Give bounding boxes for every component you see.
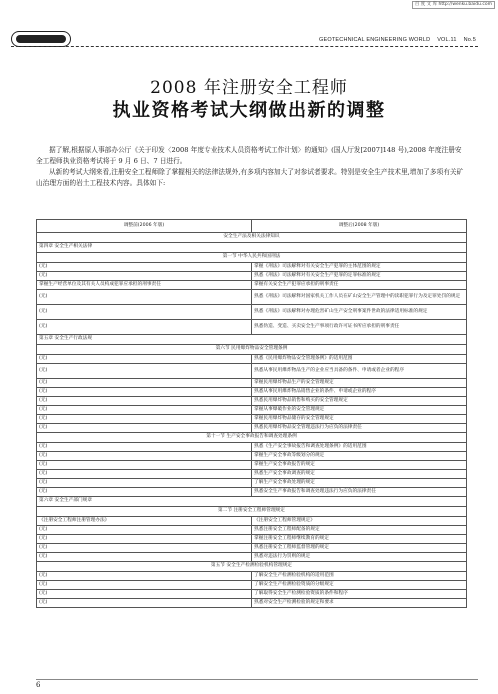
old-cell: (无) <box>37 272 252 281</box>
table-row <box>37 290 467 305</box>
old-cell: (无) <box>37 544 252 553</box>
new-cell: 熟悉从事民用爆炸物品销售企业的条件、申请或企业的程序 <box>252 388 467 397</box>
table-row <box>37 553 467 562</box>
header-new: 调整后(2008 年版) <box>252 220 467 233</box>
table-row <box>37 544 467 553</box>
watermark: 百 度 文 库 http://wenku.baidu.com <box>412 1 495 9</box>
table-chapter-row <box>37 335 467 345</box>
article-body <box>36 145 466 189</box>
new-cell: 掌握有关安全生产犯罪应承担的刑事责任 <box>252 281 467 290</box>
journal-logo-mark <box>16 35 66 43</box>
old-cell: (无) <box>37 364 252 379</box>
table-section-row <box>37 562 467 572</box>
old-cell: (无) <box>37 406 252 415</box>
old-cell: (无) <box>37 379 252 388</box>
table-row <box>37 488 467 497</box>
new-cell: 掌握注册安全工程师继续教育的规定 <box>252 535 467 544</box>
table-row <box>37 479 467 488</box>
new-cell: 掌握从事爆破作业的安全管理规定 <box>252 406 467 415</box>
old-cell: (无) <box>37 290 252 305</box>
chapter-heading: 第四章 安全生产相关法律 <box>37 243 467 253</box>
new-cell: 熟悉生产安全事故调查的规定 <box>252 470 467 479</box>
old-cell: (无) <box>37 526 252 535</box>
old-cell: (无) <box>37 397 252 406</box>
old-cell: (无) <box>37 479 252 488</box>
new-cell: 掌握民用爆炸物品储存的安全管理规定 <box>252 415 467 424</box>
table-row <box>37 272 467 281</box>
footer-divider <box>36 679 478 680</box>
header-old: 调整前(2006 年版) <box>37 220 252 233</box>
table-row <box>37 443 467 452</box>
new-cell: 掌握生产安全事故等级划分的规定 <box>252 452 467 461</box>
table-section-row <box>37 433 467 443</box>
new-cell: 熟悉《刑法》司法解释对国家机关工作人员在矿山安全生产管理中的渎职犯罪行为及定罪处罚的规定 <box>252 290 467 305</box>
old-cell: (无) <box>37 581 252 590</box>
table-row <box>37 424 467 433</box>
new-cell: 熟悉安全生产事故报告和调查处理违法行为应负的法律责任 <box>252 488 467 497</box>
table-row <box>37 572 467 581</box>
table-row <box>37 263 467 272</box>
table-section-row <box>37 233 467 243</box>
table-row <box>37 388 467 397</box>
table-row <box>37 406 467 415</box>
old-cell: (无) <box>37 415 252 424</box>
old-cell: 《注册安全工程师注册管理办法》 <box>37 517 252 526</box>
table-chapter-row <box>37 497 467 507</box>
new-cell: 熟悉伪造、变造、买卖安全生产事项行政许可证书所应承担的刑事责任 <box>252 320 467 335</box>
page-number: 6 <box>36 681 41 689</box>
article-title-line2: 执业资格考试大纲做出新的调整 <box>112 100 386 121</box>
new-cell: 了解安全生产检测检验资质的分级规定 <box>252 581 467 590</box>
table-row <box>37 379 467 388</box>
issue-number: No.5 <box>463 37 476 43</box>
new-cell: 熟悉《刑法》司法解释对有关安全生产犯罪的定罪标准的规定 <box>252 272 467 281</box>
table-chapter-row <box>37 243 467 253</box>
table-row <box>37 397 467 406</box>
new-cell: 熟悉注册安全工程师配备的规定 <box>252 526 467 535</box>
old-cell: (无) <box>37 443 252 452</box>
new-cell: 熟悉《生产安全事故报告和调查处理条例》的适用范围 <box>252 443 467 452</box>
table-row <box>37 526 467 535</box>
table-row <box>37 470 467 479</box>
new-cell: 了解取得安全生产检测检验资质的条件和程序 <box>252 590 467 599</box>
table-row <box>37 364 467 379</box>
new-cell: 掌握生产安全事故报告的规定 <box>252 461 467 470</box>
table-row <box>37 355 467 364</box>
new-cell: 掌握《刑法》司法解释对有关安全生产犯罪的主体范围的规定 <box>252 263 467 272</box>
table-row <box>37 461 467 470</box>
comparison-table <box>36 219 467 608</box>
old-cell: (无) <box>37 488 252 497</box>
new-cell: 熟悉民用爆炸物品销售和购买的安全管理规定 <box>252 397 467 406</box>
table-row <box>37 517 467 526</box>
paragraph: 据了解,根据原人事部办公厅《关于印发〈2008 年度专业技术人员资格考试工作计划〉的通知》(国人厅发[2007]148 号),2008 年度注册安全工程师执业资格考试将于 9 月 6 日、7 日进行。 <box>36 146 462 165</box>
old-cell: (无) <box>37 590 252 599</box>
table-section-row <box>37 507 467 517</box>
new-cell: 熟悉民用爆炸物品安全管理违法行为应负的法律责任 <box>252 424 467 433</box>
old-cell: (无) <box>37 572 252 581</box>
section-heading: 第一节 中华人民共和国刑法 <box>37 253 467 263</box>
old-cell: (无) <box>37 535 252 544</box>
old-cell: (无) <box>37 305 252 320</box>
old-cell: (无) <box>37 424 252 433</box>
section-heading: 安全生产法及相关法律知识 <box>37 233 467 243</box>
new-cell: 了解安全生产检测检验机构的适用范围 <box>252 572 467 581</box>
old-cell: (无) <box>37 599 252 608</box>
table-row <box>37 581 467 590</box>
old-cell: (无) <box>37 553 252 562</box>
journal-logo <box>11 31 71 47</box>
table-row <box>37 281 467 290</box>
journal-name: GEOTECHNICAL ENGINEERING WORLD <box>319 37 431 43</box>
table-row <box>37 590 467 599</box>
new-cell: 熟悉对安全生产检测检验的规定和要求 <box>252 599 467 608</box>
section-heading: 第十一节 生产安全事故报告和调查处理条例 <box>37 433 467 443</box>
table-row <box>37 305 467 320</box>
old-cell: (无) <box>37 263 252 272</box>
table-row <box>37 415 467 424</box>
table-section-row <box>37 253 467 263</box>
old-cell: (无) <box>37 470 252 479</box>
new-cell: 熟悉《民用爆炸物品安全管理条例》的适用范围 <box>252 355 467 364</box>
new-cell: 熟悉对违法行为罚则的规定 <box>252 553 467 562</box>
new-cell: 掌握民用爆炸物品生产的安全管理规定 <box>252 379 467 388</box>
section-heading: 第五节 安全生产检测检验机构管理规定 <box>37 562 467 572</box>
header-divider <box>11 46 478 47</box>
table-row <box>37 320 467 335</box>
volume: VOL.11 <box>437 37 457 43</box>
article-title-line1: 2008 年注册安全工程师 <box>150 78 348 98</box>
old-cell: (无) <box>37 355 252 364</box>
section-heading: 第二节 注册安全工程师管理规定 <box>37 507 467 517</box>
old-cell: (无) <box>37 461 252 470</box>
running-header <box>319 37 476 43</box>
paragraph: 从新的考试大纲来看,注册安全工程师除了掌握相关的法律法规外,有多项内容加大了对参试者要求。特别是安全生产技术里,增加了多项有关矿山治理方面的岩土工程技术内容。具体如下: <box>36 168 464 187</box>
chapter-heading: 第五章 安全生产行政法规 <box>37 335 467 345</box>
old-cell: (无) <box>37 388 252 397</box>
section-heading: 第六节 民用爆炸物品安全管理条例 <box>37 345 467 355</box>
table-header-row <box>37 220 467 233</box>
table-section-row <box>37 345 467 355</box>
old-cell: 掌握生产经营单位及其有关人员构成犯罪应承担的刑事责任 <box>37 281 252 290</box>
new-cell: 了解生产安全事故处理的规定 <box>252 479 467 488</box>
table-row <box>37 452 467 461</box>
table-row <box>37 535 467 544</box>
new-cell: 熟悉从事民用爆炸物品生产的企业应当具备的条件、申请或者企业的程序 <box>252 364 467 379</box>
new-cell: 《注册安全工程师管理规定》 <box>252 517 467 526</box>
new-cell: 熟悉《刑法》司法解释对办理危害矿山生产安全刑事案件世故的法律适用标准的规定 <box>252 305 467 320</box>
table-row <box>37 599 467 608</box>
new-cell: 熟悉注册安全工程师监督管理的规定 <box>252 544 467 553</box>
old-cell: (无) <box>37 452 252 461</box>
old-cell: (无) <box>37 320 252 335</box>
chapter-heading: 第六章 安全生产部门规章 <box>37 497 467 507</box>
